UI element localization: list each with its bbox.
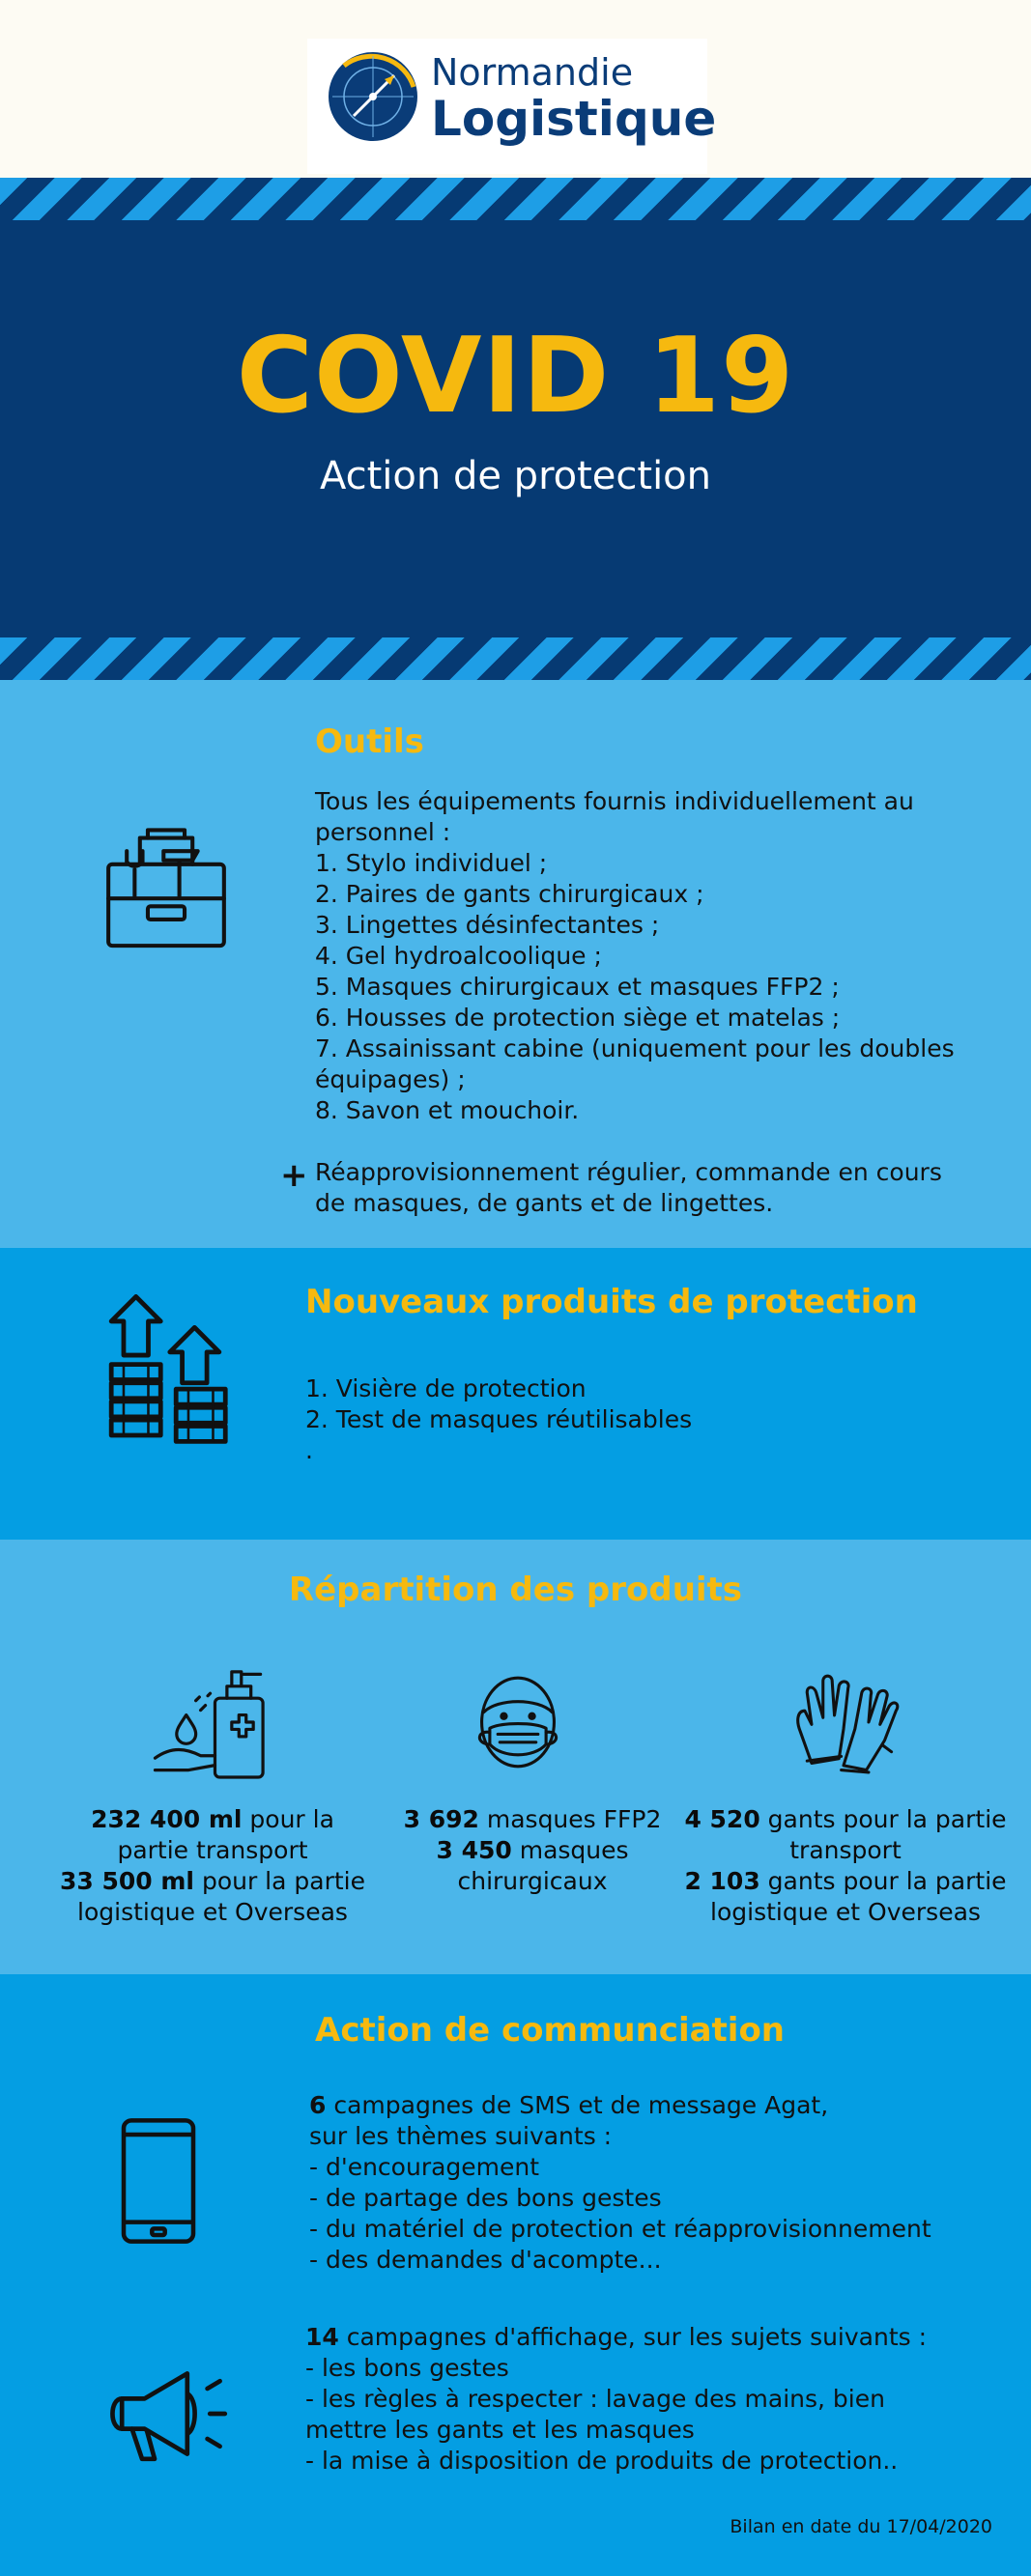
repartition-title: Répartition des produits — [288, 1571, 743, 1609]
section-communication — [0, 1974, 1031, 2576]
gants-text: gants pour la partie — [759, 1805, 1007, 1833]
logo-line-2: Logistique — [431, 91, 717, 147]
section-repartition — [0, 1540, 1031, 1974]
megaphone-icon — [104, 2361, 230, 2467]
communication-title: Action de communciation — [315, 2011, 786, 2050]
gel-text: pour la — [242, 1805, 334, 1833]
affichage-line: - les bons gestes — [305, 2354, 509, 2382]
face-mask-icon — [468, 1667, 568, 1777]
sms-campaigns — [309, 2090, 931, 2276]
logo-band — [0, 0, 1031, 178]
logo-line-1: Normandie — [431, 51, 634, 94]
nouveaux-title: Nouveaux produits de protection — [305, 1283, 918, 1321]
hero-subtitle: Action de protection — [319, 454, 712, 498]
outils-intro-line: Tous les équipements fournis individuellement au — [315, 787, 914, 815]
masques-text: masques FFP2 — [478, 1805, 662, 1833]
gel-text: pour la partie — [194, 1867, 365, 1895]
outils-extra-line: Réapprovisionnement régulier, commande en cours — [315, 1158, 942, 1186]
logo-wordmark — [431, 51, 717, 147]
sms-count: 6 — [309, 2091, 327, 2119]
section-outils — [0, 680, 1031, 1248]
nouveaux-item: . — [305, 1436, 313, 1464]
outils-item: 1. Stylo individuel ; — [315, 849, 548, 877]
toolbox-icon — [100, 825, 232, 956]
nouveaux-item: 2. Test de masques réutilisables — [305, 1405, 693, 1433]
sms-line: - d'encouragement — [309, 2153, 540, 2181]
masques-stats — [363, 1804, 702, 1897]
outils-intro-line: personnel : — [315, 818, 451, 846]
outils-list — [315, 786, 955, 1126]
affichage-line: - la mise à disposition de produits de protection.. — [305, 2447, 899, 2475]
gel-text: partie transport — [117, 1836, 308, 1864]
outils-item: 5. Masques chirurgicaux et masques FFP2 ; — [315, 973, 840, 1001]
gloves-icon — [787, 1659, 901, 1785]
outils-item: 7. Assainissant cabine (uniquement pour les doubles — [315, 1034, 955, 1062]
outils-item: 2. Paires de gants chirurgicaux ; — [315, 880, 704, 908]
affichage-text: campagnes d'affichage, sur les sujets suivants : — [338, 2323, 928, 2351]
gants-text: transport — [789, 1836, 902, 1864]
outils-item: 4. Gel hydroalcoolique ; — [315, 942, 602, 970]
masques-text: chirurgicaux — [457, 1867, 608, 1895]
gel-value-logistique: 33 500 ml — [59, 1867, 194, 1895]
sms-line: - du matériel de protection et réapprovisionnement — [309, 2215, 931, 2243]
hazard-stripes-bottom — [0, 637, 1031, 680]
compass-logo-icon — [325, 48, 421, 145]
outils-item: 3. Lingettes désinfectantes ; — [315, 911, 660, 939]
affichage-line: - les règles à respecter : lavage des mains, bien — [305, 2385, 885, 2413]
outils-item: 8. Savon et mouchoir. — [315, 1096, 580, 1124]
sms-line: - des demandes d'acompte... — [309, 2246, 662, 2274]
sms-text: campagnes de SMS et de message Agat, — [326, 2091, 829, 2119]
outils-item: 6. Housses de protection siège et matelas ; — [315, 1004, 841, 1032]
hero-title: COVID 19 — [236, 316, 795, 437]
gants-stats — [667, 1804, 1024, 1928]
smartphone-icon — [120, 2115, 197, 2247]
gants-value-logistique: 2 103 — [684, 1867, 760, 1895]
outils-extra-line: de masques, de gants et de lingettes. — [315, 1189, 774, 1217]
section-nouveaux-produits — [0, 1248, 1031, 1540]
sms-line: sur les thèmes suivants : — [309, 2122, 613, 2150]
masques-text: masques — [511, 1836, 629, 1864]
sms-line: - de partage des bons gestes — [309, 2184, 662, 2212]
affichage-line: mettre les gants et les masques — [305, 2416, 695, 2444]
affichage-campaigns — [305, 2322, 927, 2477]
masques-ffp2-value: 3 692 — [403, 1805, 479, 1833]
nouveaux-item: 1. Visière de protection — [305, 1374, 587, 1402]
gants-value-transport: 4 520 — [684, 1805, 760, 1833]
gel-value-transport: 232 400 ml — [91, 1805, 243, 1833]
logo — [307, 39, 717, 174]
outils-item: équipages) ; — [315, 1065, 466, 1093]
masques-chir-value: 3 450 — [436, 1836, 512, 1864]
gants-text: logistique et Overseas — [710, 1898, 981, 1926]
affichage-count: 14 — [305, 2323, 339, 2351]
hero-banner — [0, 178, 1031, 680]
outils-extra — [315, 1157, 942, 1219]
hazard-stripes-top — [0, 178, 1031, 220]
gel-text: logistique et Overseas — [77, 1898, 348, 1926]
gants-text: gants pour la partie — [759, 1867, 1007, 1895]
hand-sanitizer-icon — [153, 1659, 272, 1785]
plus-icon: + — [280, 1156, 308, 1195]
outils-title: Outils — [315, 722, 424, 761]
nouveaux-list — [305, 1373, 692, 1466]
report-date: Bilan en date du 17/04/2020 — [730, 2516, 992, 2537]
gel-stats — [29, 1804, 396, 1928]
growth-arrows-icon — [108, 1292, 238, 1449]
